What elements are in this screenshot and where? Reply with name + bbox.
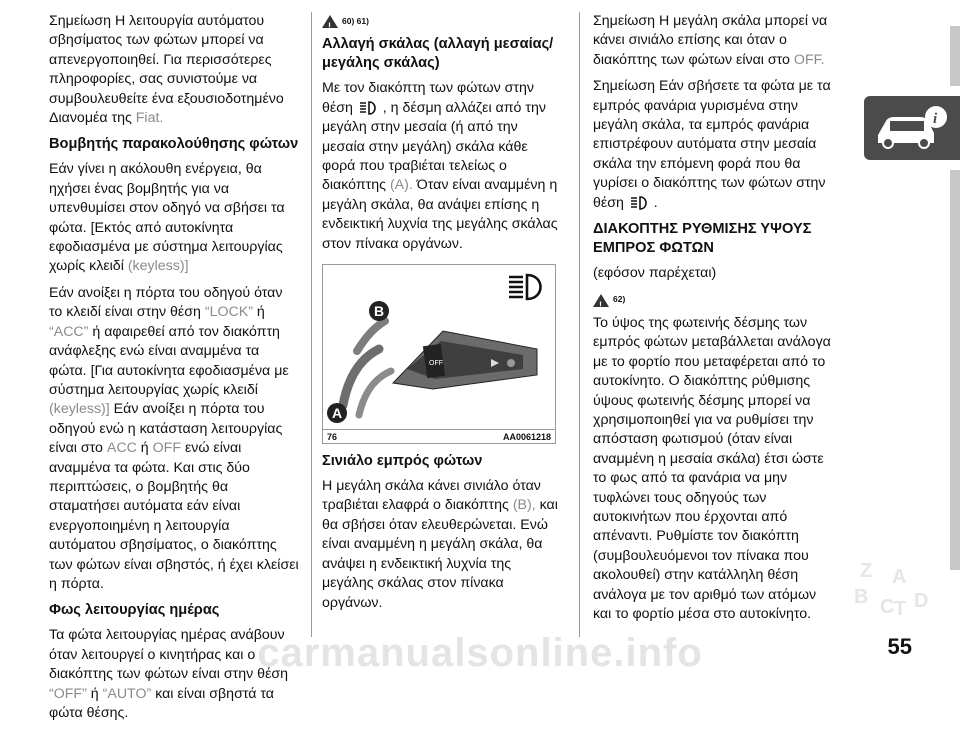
paragraph-text: Εάν ανοίξει η πόρτα του οδηγού ενώ η κατάσταση λειτουργίας είναι στο <box>49 401 283 457</box>
deco-letter: Z <box>860 560 873 582</box>
headlight-icon <box>357 100 379 116</box>
deco-letter: A <box>892 566 907 588</box>
deco-letters <box>854 560 934 620</box>
car-info-tab-icon <box>872 103 952 153</box>
figure-stalk <box>322 264 556 444</box>
paragraph-text: και είναι σβηστά τα φώτα θέσης. <box>49 685 274 721</box>
headlight-icon <box>628 195 650 211</box>
paragraph-flash <box>322 477 562 613</box>
warning-ref-text: 60) 61) <box>342 16 369 26</box>
svg-text:i: i <box>933 111 938 127</box>
figure-caption <box>323 429 555 443</box>
paragraph-text: Η μεγάλη σκάλα κάνει σινιάλο όταν τραβιέται ελαφρά ο διακόπτης <box>322 478 541 514</box>
light-switch-stalk <box>393 331 537 389</box>
heading-leveling: ΔΙΑΚΟΠΤΗΣ ΡΥΘΜΙΣΗΣ ΥΨΟΥΣ ΕΜΠΡΟΣ ΦΩΤΩΝ <box>593 221 812 257</box>
paragraph-text: ενώ είναι αναμμένα τα φώτα. Και στις δύο περιπτώσεις, ο βομβητής θα σταματήσει αυτόματα εάν είναι ενεργοποιημένη η λειτουργία αυτόματου σβησίματος, ο διακόπτης των φώτων είναι σβηστός, ή έχει κλείσει η πόρτα. <box>49 440 299 592</box>
paragraph-beam-change <box>322 79 562 254</box>
keyless-text: (keyless)] <box>49 401 110 418</box>
high-beam-symbol-icon <box>509 275 541 299</box>
off-text: “OFF” <box>49 685 87 702</box>
off-text: OFF. <box>793 51 825 68</box>
or-text: ή <box>140 440 149 457</box>
column-right <box>593 12 838 631</box>
pull-arrow-a-icon <box>343 349 379 405</box>
or-text: ή <box>90 685 99 702</box>
heading-flash: Σινιάλο εμπρός φώτων <box>322 453 483 470</box>
deco-letter: T <box>894 598 907 620</box>
deco-letter: C <box>880 596 895 618</box>
brand-text: Fiat. <box>135 110 164 127</box>
paragraph-door-open <box>49 284 299 595</box>
heading-beam-change: Αλλαγή σκάλας (αλλαγή μεσαίας/μεγάλης σκάλας) <box>322 36 554 72</box>
note-text: Σημείωση Εάν σβήσετε τα φώτα με τα εμπρός φανάρια γυρισμένα στην μεγάλη σκάλα, τα εμπρός φανάρια επιστρέφουν αυτόματα στην μεσαία σκάλα την επόμενη φορά που θα γυρίσει ο διακόπτης των φώτων στην θέση <box>593 78 831 211</box>
warning-ref-text: 62) <box>613 294 626 305</box>
paragraph-text: Με τον διακόπτη των φώτων στην θέση <box>322 80 534 116</box>
column-divider <box>311 12 312 637</box>
paragraph-leveling: Το ύψος της φωτεινής δέσμης των εμπρός φώτων μεταβάλλεται ανάλογα με το φορτίο που μεταφέρεται από το αυτοκίνητο. Ο διακόπτης ρύθμισης ύψους φωτεινής δέσμης μπορεί να χρησιμοποιηθεί για να ρυθμίσει την απόσταση φωτισμού (όταν είναι αναμμένη η μεσαία σκάλα) έτσι ώστε το φως από τα φανάρια να μην τυφλώνει τους οδηγούς των αυτοκινήτων που έρχονται από απέναντι. Ρυθμίστε τον διακόπτη (συμβουλευόμενοι τον πίνακα που ακολουθεί) στην κατάλληλη θέση ανάλογα με τον αριθμό των ατόμων και το φορτίο μέσα στο αυτοκίνητο. <box>593 314 831 622</box>
keyless-text: (keyless)] <box>127 258 189 275</box>
pull-arrow-a2-icon <box>359 371 391 415</box>
side-tab <box>950 170 960 570</box>
auto-text: “AUTO” <box>102 685 152 702</box>
warning-reference <box>322 12 562 31</box>
ref-b-text: (B), <box>512 497 536 514</box>
deco-letter: D <box>914 590 929 612</box>
page-number: 55 <box>887 634 912 659</box>
paragraph-text: Όταν είναι αναμμένη η μεγάλη σκάλα, θα ανάψει επίσης η ενδεικτική λυχνία της μεγάλης σκάλας στον πίνακα οργάνων. <box>322 177 558 252</box>
note-text: Σημείωση Η μεγάλη σκάλα μπορεί να κάνει σινιάλο επίσης και όταν ο διακόπτης των φώτων είναι στο <box>593 13 828 68</box>
paragraph-text: και θα σβήσει όταν ελευθερώνεται. Ενώ είναι αναμμένη η μεγάλη σκάλα, θα ανάψει η ενδεικτική λυχνία της μεγάλης σκάλας στον πίνακα οργάνων. <box>322 497 558 611</box>
paragraph-equipped: (εφόσον παρέχεται) <box>593 265 717 282</box>
ref-a-text: (A). <box>389 177 413 194</box>
column-left <box>49 12 299 730</box>
note-high-beam-return <box>593 77 838 213</box>
deco-letter: B <box>854 586 869 608</box>
warning-triangle-icon <box>593 294 609 307</box>
heading-buzzer: Βομβητής παρακολούθησης φώτων <box>49 136 299 153</box>
figure-code: AA0061218 <box>502 432 551 443</box>
paragraph-text: ή αφαιρεθεί από τον διακόπτη ανάφλεξης ενώ είναι αναμμένα τα φώτα. [Για αυτοκίνητα εφοδιασμένα με σύστημα λειτουργίας χωρίς κλειδί <box>49 323 289 398</box>
note-flash-off <box>593 12 838 70</box>
or-text: ή <box>256 304 265 321</box>
acc-text: “ACC” <box>49 323 89 340</box>
column-divider <box>579 12 580 637</box>
label-a: A <box>332 405 343 422</box>
heading-daytime-light: Φως λειτουργίας ημέρας <box>49 602 220 619</box>
side-tab <box>950 26 960 86</box>
column-middle <box>322 12 562 620</box>
lock-text: “LOCK” <box>204 304 253 321</box>
stalk-off-label: OFF <box>429 360 443 368</box>
figure-number: 76 <box>327 432 338 443</box>
paragraph-text: Τα φώτα λειτουργίας ημέρας ανάβουν όταν λειτουργεί ο κινητήρας και ο διακόπτης των φώτων είναι στην θέση <box>49 627 289 683</box>
note-auto-off <box>49 12 299 128</box>
paragraph-text: Εάν γίνει η ακόλουθη ενέργεια, θα ηχήσει ένας βομβητής για να υπενθυμίσει στον οδηγό να σβήσει τα φώτα. [Εκτός από αυτοκίνητα εφοδιασμένα με σύστημα λειτουργίας χωρίς κλειδί <box>49 161 285 275</box>
warning-reference <box>593 290 838 309</box>
acc-text: ACC <box>106 440 137 457</box>
section-tab-car-info[interactable] <box>864 96 960 160</box>
label-b: B <box>374 303 385 320</box>
watermark: carmanualsonline.info <box>257 631 703 675</box>
paragraph-text: Εάν ανοίξει η πόρτα του οδηγού όταν το κλειδί είναι στην θέση <box>49 284 283 321</box>
off-text: OFF <box>152 440 182 457</box>
warning-triangle-icon <box>322 15 338 28</box>
note-text: Σημείωση Η λειτουργία αυτόματου σβησίματος των φώτων μπορεί να απενεργοποιηθεί. Για περισσότερες πληροφορίες, σας συνιστούμε να συμβουλευθείτε ένα εξουσιοδοτημένο Διανομέα της <box>49 13 284 127</box>
stalk-illustration <box>323 265 555 429</box>
note-text: . <box>653 194 658 211</box>
paragraph-text: , η δέσμη αλλάζει από την μεγάλη στην μεσαία (ή από την μεσαία στην μεγάλη) σκάλα κάθε φορά που τραβιέται τελείως ο διακόπτης <box>322 99 546 194</box>
paragraph-buzzer <box>49 160 299 276</box>
